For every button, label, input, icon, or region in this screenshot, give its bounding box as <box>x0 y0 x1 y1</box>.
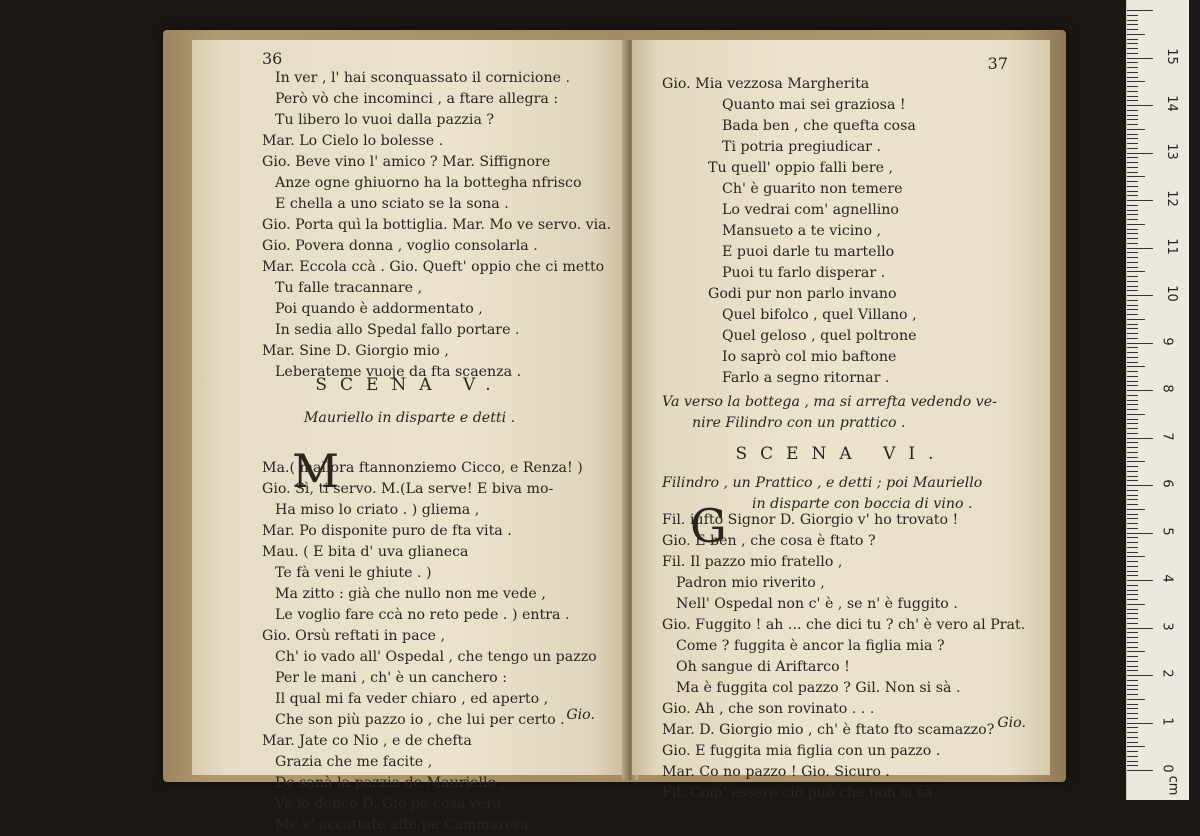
ruler-tick <box>1127 428 1138 429</box>
text-line: Padron mio riverito , <box>676 575 825 591</box>
text-line: Godi pur non parlo invano <box>708 286 897 302</box>
ruler-tick <box>1127 86 1138 87</box>
ruler-tick <box>1127 271 1145 272</box>
ruler-tick <box>1127 457 1138 458</box>
ruler-tick <box>1127 518 1138 519</box>
ruler-label: 7 <box>1159 431 1175 441</box>
ruler-label: 12 <box>1163 190 1179 207</box>
ruler-tick <box>1127 628 1153 629</box>
ruler-tick <box>1127 385 1138 386</box>
ruler-label: 4 <box>1159 574 1175 583</box>
ruler-tick <box>1127 15 1138 16</box>
ruler-label: 11 <box>1163 237 1179 255</box>
ruler-tick <box>1127 580 1153 581</box>
ruler-tick <box>1127 666 1138 667</box>
ruler-tick <box>1127 195 1138 196</box>
ruler-tick <box>1127 300 1138 301</box>
ruler-tick <box>1127 452 1138 453</box>
text-line: Che son più pazzo io , che lui per certo . <box>275 712 565 728</box>
ruler-tick <box>1127 77 1138 78</box>
text-line: Gio. E ben , che cosa è ftato ? <box>662 533 876 549</box>
ruler-tick <box>1127 238 1138 239</box>
ruler-tick <box>1127 34 1145 35</box>
ruler-tick <box>1127 694 1138 695</box>
ruler-tick <box>1127 366 1145 367</box>
ruler-tick <box>1127 699 1145 700</box>
ruler-tick <box>1127 119 1138 120</box>
text-line: Grazia che me facite , <box>275 754 433 770</box>
text-line: Mar. D. Giorgio mio , ch' è ftato fto scamazzo? <box>662 722 995 738</box>
ruler-tick <box>1127 751 1138 752</box>
text-line: Quel bifolco , quel Villano , <box>722 307 917 323</box>
ruler-tick <box>1127 718 1138 719</box>
ruler-tick <box>1127 542 1138 543</box>
ruler-tick <box>1127 537 1138 538</box>
drop-cap-left: M <box>292 444 340 498</box>
text-line: Ma zitto : già che nullo non me vede , <box>275 586 546 602</box>
ruler-tick <box>1127 746 1145 747</box>
text-line: Te fà veni le ghiute . ) <box>275 565 432 581</box>
ruler-tick <box>1127 618 1138 619</box>
text-line: Quanto mai sei graziosa ! <box>722 97 906 113</box>
ruler-tick <box>1127 404 1138 405</box>
ruler-tick <box>1127 442 1138 443</box>
text-line: Farlo a segno ritornar . <box>722 370 890 386</box>
ruler-tick <box>1127 476 1138 477</box>
text-line: Poi quando è addormentato , <box>275 301 483 317</box>
ruler-tick <box>1127 324 1138 325</box>
ruler-tick <box>1127 732 1138 733</box>
ruler-tick <box>1127 67 1138 68</box>
ruler-tick <box>1127 680 1138 681</box>
ruler-tick <box>1127 661 1138 662</box>
text-line: Gio. Orsù reftati in pace , <box>262 628 445 644</box>
ruler-tick <box>1127 248 1153 249</box>
text-line: Leberateme vuoje da fta scaenza . <box>275 364 522 380</box>
ruler-tick <box>1127 319 1145 320</box>
text-line: Puoi tu farlo disperar . <box>722 265 886 281</box>
ruler-tick <box>1127 495 1138 496</box>
text-line: Come ? fuggita è ancor la figlia mia ? <box>676 638 945 654</box>
ruler-tick <box>1127 480 1138 481</box>
ruler-tick <box>1127 53 1138 54</box>
ruler-tick <box>1127 466 1138 467</box>
ruler-tick <box>1127 134 1138 135</box>
ruler-tick <box>1127 210 1138 211</box>
ruler-tick <box>1127 110 1138 111</box>
text-line: Tu falle tracannare , <box>275 280 423 296</box>
page-number-right: 37 <box>987 54 1008 73</box>
ruler-tick <box>1127 153 1153 154</box>
text-line: Il qual mi fa veder chiaro , ed aperto , <box>275 691 549 707</box>
ruler-tick <box>1127 523 1138 524</box>
ruler-tick <box>1127 575 1138 576</box>
ruler-tick <box>1127 328 1138 329</box>
ruler-tick <box>1127 675 1153 676</box>
text-line: Per le mani , ch' è un canchero : <box>275 670 507 686</box>
ruler-tick <box>1127 91 1138 92</box>
ruler-tick <box>1127 770 1153 771</box>
scena-subtitle-right-2: in disparte con boccia di vino . <box>752 496 973 512</box>
ruler-tick <box>1127 224 1145 225</box>
text-line: Gio. E fuggita mia figlia con un pazzo . <box>662 743 941 759</box>
text-line: Gio. Sì, ti servo. M.(La serve! E biva mo- <box>262 481 554 497</box>
ruler-tick <box>1127 561 1138 562</box>
text-line: Ma.( mallora ftannonziemo Cicco, e Renza! ) <box>262 460 583 476</box>
ruler-tick <box>1127 704 1138 705</box>
ruler-tick <box>1127 685 1138 686</box>
ruler-tick <box>1127 262 1138 263</box>
scena-heading-right: SCENA VI. <box>735 444 947 464</box>
text-line: Quel geloso , quel poltrone <box>722 328 917 344</box>
ruler-tick <box>1127 651 1145 652</box>
ruler-tick <box>1127 609 1138 610</box>
text-line: Fil. iufto Signor D. Giorgio v' ho trovato ! <box>662 512 959 528</box>
text-line: Mar. Eccola ccà . Gio. Queft' oppio che ci metto <box>262 259 605 275</box>
ruler-label: 2 <box>1159 669 1175 678</box>
text-line: In ver , l' hai sconquassato il cornicione . <box>275 70 571 86</box>
ruler-tick <box>1127 181 1138 182</box>
right-page <box>632 40 1050 801</box>
text-line: E chella a uno sciato se la sona . <box>275 196 509 212</box>
ruler-tick <box>1127 186 1138 187</box>
ruler-tick <box>1127 96 1138 97</box>
ruler-tick <box>1127 742 1138 743</box>
text-line: Gio. Porta quì la bottiglia. Mar. Mo ve servo. via. <box>262 217 612 233</box>
ruler-tick <box>1127 371 1138 372</box>
ruler-tick <box>1127 528 1138 529</box>
ruler-tick <box>1127 20 1138 21</box>
stage-direction-line-2: nire Filindro con un prattico . <box>692 415 906 431</box>
ruler-label: 10 <box>1163 285 1179 302</box>
ruler-tick <box>1127 761 1138 762</box>
ruler-tick <box>1127 647 1138 648</box>
ruler-tick <box>1127 286 1138 287</box>
text-line: Nell' Ospedal non c' è , se n' è fuggito . <box>676 596 958 612</box>
ruler-tick <box>1127 727 1138 728</box>
ruler-tick <box>1127 670 1138 671</box>
ruler-tick <box>1127 594 1138 595</box>
text-line: Ma è fuggita col pazzo ? Gil. Non si sà . <box>676 680 961 696</box>
text-line: Io saprò col mio baftone <box>722 349 897 365</box>
ruler-tick <box>1127 756 1138 757</box>
catchword-left: Gio. <box>566 707 595 723</box>
ruler-tick <box>1127 214 1138 215</box>
ruler-tick <box>1127 585 1138 586</box>
page-number-left: 36 <box>262 49 283 68</box>
ruler-tick <box>1127 656 1138 657</box>
ruler-tick <box>1127 219 1138 220</box>
text-line: Gio. Fuggito ! ah ... che dici tu ? ch' è vero al Prat. <box>662 617 1026 633</box>
text-line: Mar. Sine D. Giorgio mio , <box>262 343 449 359</box>
ruler-tick <box>1127 115 1138 116</box>
ruler-tick <box>1127 243 1138 244</box>
ruler-tick <box>1127 514 1138 515</box>
ruler-tick <box>1127 547 1138 548</box>
ruler-tick <box>1127 205 1138 206</box>
ruler-tick <box>1127 290 1138 291</box>
text-line: Tu quell' oppio falli bere , <box>708 160 894 176</box>
text-line: Gio. Ah , che son rovinato . . . <box>662 701 875 717</box>
ruler-tick <box>1127 509 1145 510</box>
ruler-tick <box>1127 713 1138 714</box>
drop-cap-right: G <box>690 499 727 553</box>
ruler-tick <box>1127 167 1138 168</box>
ruler-tick <box>1127 395 1138 396</box>
ruler-tick <box>1127 43 1138 44</box>
ruler-tick <box>1127 409 1138 410</box>
text-line: Mar. Lo Cielo lo bolesse . <box>262 133 444 149</box>
ruler-tick <box>1127 314 1138 315</box>
scena-subtitle-left: Mauriello in disparte e detti . <box>303 410 516 426</box>
text-line: Mau. ( E bita d' uva glianeca <box>262 544 469 560</box>
ruler-tick <box>1127 62 1138 63</box>
ruler-tick <box>1127 390 1153 391</box>
ruler-tick <box>1127 414 1145 415</box>
measurement-ruler <box>1126 0 1189 800</box>
text-line: Fil. Com' essere ciò può che non si sà . <box>662 785 942 801</box>
ruler-tick <box>1127 419 1138 420</box>
text-line: Oh sangue di Ariftarco ! <box>676 659 850 675</box>
text-line: Anze ogne ghiuorno ha la bottegha nfrisco <box>275 175 582 191</box>
ruler-tick <box>1127 191 1138 192</box>
ruler-tick <box>1127 124 1138 125</box>
ruler-tick <box>1127 305 1138 306</box>
ruler-tick <box>1127 343 1153 344</box>
ruler-tick <box>1127 632 1138 633</box>
ruler-tick <box>1127 485 1153 486</box>
ruler-tick <box>1127 176 1145 177</box>
ruler-tick <box>1127 433 1138 434</box>
ruler-tick <box>1127 471 1138 472</box>
ruler-tick <box>1127 400 1138 401</box>
ruler-tick <box>1127 233 1138 234</box>
ruler-tick <box>1127 499 1138 500</box>
ruler-tick <box>1127 143 1138 144</box>
ruler-tick <box>1127 100 1138 101</box>
ruler-tick <box>1127 48 1138 49</box>
ruler-tick <box>1127 29 1138 30</box>
text-line: E puoi darle tu martello <box>722 244 895 260</box>
text-line: Fil. Il pazzo mio fratello , <box>662 554 843 570</box>
ruler-tick <box>1127 309 1138 310</box>
text-line: Mar. Po disponite puro de fta vita . <box>262 523 512 539</box>
ruler-tick <box>1127 504 1138 505</box>
text-line: Le voglio fare ccà no reto pede . ) entra . <box>275 607 570 623</box>
text-line: Me v' accattate affè pe Cammarera . <box>275 817 538 833</box>
ruler-tick <box>1127 338 1138 339</box>
ruler-tick <box>1127 58 1153 59</box>
ruler-tick <box>1127 708 1138 709</box>
ruler-tick <box>1127 447 1138 448</box>
ruler-tick <box>1127 148 1138 149</box>
ruler-label: 15 <box>1163 47 1179 65</box>
ruler-tick <box>1127 347 1138 348</box>
text-line: Gio. Povera donna , voglio consolarla . <box>262 238 538 254</box>
ruler-label: 9 <box>1159 336 1175 346</box>
text-line: Ti potria pregiudicar . <box>722 139 881 155</box>
ruler-tick <box>1127 490 1138 491</box>
ruler-tick <box>1127 623 1138 624</box>
text-line: In sedia allo Spedal fallo portare . <box>275 322 520 338</box>
ruler-tick <box>1127 423 1138 424</box>
ruler-tick <box>1127 642 1138 643</box>
ruler-tick <box>1127 438 1153 439</box>
ruler-tick <box>1127 362 1138 363</box>
text-line: Ch' io vado all' Ospedal , che tengo un pazzo <box>275 649 597 665</box>
ruler-tick <box>1127 162 1138 163</box>
ruler-tick <box>1127 571 1138 572</box>
ruler-label: 1 <box>1159 716 1175 726</box>
ruler-label: 5 <box>1159 526 1175 536</box>
ruler-tick <box>1127 10 1153 11</box>
text-line: Gio. Mia vezzosa Margherita <box>662 76 870 92</box>
ruler-tick <box>1127 72 1138 73</box>
ruler-tick <box>1127 257 1138 258</box>
ruler-tick <box>1127 252 1138 253</box>
text-line: Mar. Jate co Nio , e de chefta <box>262 733 472 749</box>
ruler-tick <box>1127 39 1138 40</box>
text-line: Ha miso lo criato . ) gliema , <box>275 502 480 518</box>
ruler-tick <box>1127 24 1138 25</box>
ruler-tick <box>1127 138 1138 139</box>
ruler-tick <box>1127 381 1138 382</box>
ruler-tick <box>1127 723 1153 724</box>
ruler-tick <box>1127 333 1138 334</box>
text-line: Ve lo donco D. Giò pe cosa vera , <box>275 796 511 812</box>
ruler-tick <box>1127 81 1145 82</box>
catchword-right: Gio. <box>997 715 1026 731</box>
text-line: Tu libero lo vuoi dalla pazzia ? <box>275 112 495 128</box>
scena-heading-left: SCENA V. <box>315 375 504 395</box>
ruler-label: 14 <box>1163 95 1179 112</box>
ruler-tick <box>1127 281 1138 282</box>
ruler-tick <box>1127 590 1138 591</box>
ruler-tick <box>1127 229 1138 230</box>
ruler-tick <box>1127 357 1138 358</box>
ruler-tick <box>1127 267 1138 268</box>
ruler-tick <box>1127 461 1145 462</box>
ruler-tick <box>1127 566 1138 567</box>
stage-direction-line-1: Va verso la bottega , ma si arrefta vedendo ve- <box>662 394 997 410</box>
ruler-tick <box>1127 556 1145 557</box>
ruler-unit: cm <box>1165 775 1181 796</box>
ruler-tick <box>1127 599 1138 600</box>
text-line: Gio. Beve vino l' amico ? Mar. Siffignore <box>262 154 551 170</box>
ruler-tick <box>1127 352 1138 353</box>
text-line: Mansueto a te vicino , <box>722 223 881 239</box>
ruler-tick <box>1127 157 1138 158</box>
text-line: Bada ben , che quefta cosa <box>722 118 916 134</box>
text-line: Mar. Co no pazzo ! Gio. Sicuro . <box>662 764 890 780</box>
ruler-label: 0 <box>1159 764 1175 773</box>
ruler-tick <box>1127 533 1153 534</box>
text-line: Però vò che incominci , a ftare allegra : <box>275 91 559 107</box>
ruler-label: 8 <box>1159 384 1175 393</box>
ruler-tick <box>1127 737 1138 738</box>
ruler-tick <box>1127 604 1145 605</box>
ruler-tick <box>1127 172 1138 173</box>
ruler-tick <box>1127 552 1138 553</box>
text-line: Ch' è guarito non temere <box>722 181 903 197</box>
ruler-tick <box>1127 129 1145 130</box>
ruler-tick <box>1127 637 1138 638</box>
ruler-label: 13 <box>1163 142 1179 160</box>
ruler-tick <box>1127 376 1138 377</box>
ruler-tick <box>1127 295 1153 296</box>
ruler-tick <box>1127 689 1138 690</box>
ruler-label: 6 <box>1159 479 1175 488</box>
ruler-label: 3 <box>1159 621 1175 631</box>
ruler-tick <box>1127 200 1153 201</box>
text-line: Lo vedrai com' agnellino <box>722 202 899 218</box>
ruler-tick <box>1127 105 1153 106</box>
text-line: De sanà la pazzia de Mauriello , <box>275 775 506 791</box>
scena-subtitle-right-1: Filindro , un Prattico , e detti ; poi Mauriello <box>662 475 983 491</box>
left-page <box>192 40 627 833</box>
ruler-tick <box>1127 765 1138 766</box>
ruler-tick <box>1127 276 1138 277</box>
ruler-tick <box>1127 613 1138 614</box>
